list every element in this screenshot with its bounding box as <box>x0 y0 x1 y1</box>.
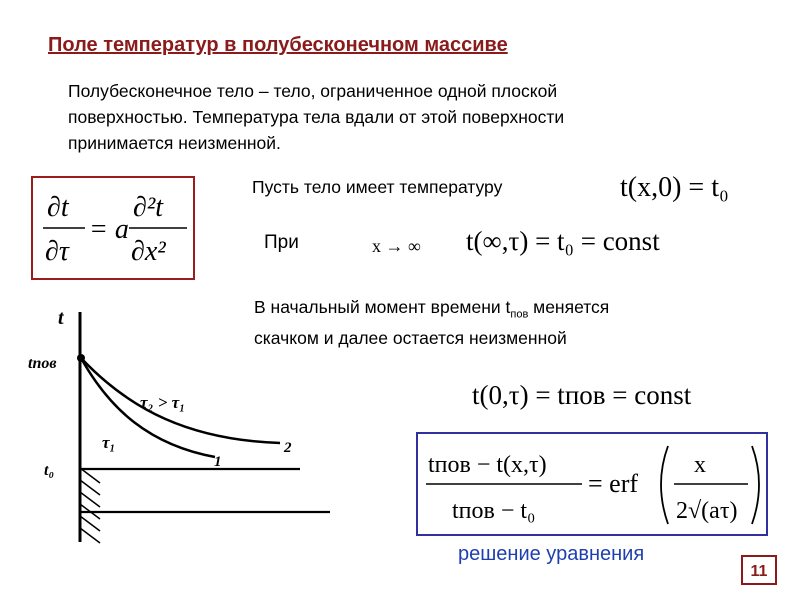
solution-box <box>416 432 768 536</box>
temperature-diagram <box>0 290 340 550</box>
far-boundary-formula: t(∞,τ) = t₀ = const <box>466 226 660 256</box>
moment-text-line-2: скачком и далее остается неизменной <box>254 328 567 348</box>
heat-eq-num-right: ∂²t <box>133 192 164 223</box>
axis-t-label: t <box>58 307 64 329</box>
label-tpov: tпов <box>28 355 57 372</box>
solution-caption: решение уравнения <box>458 543 645 565</box>
intro-paragraph <box>68 78 788 156</box>
moment-text-pre: В начальный момент времени t <box>254 297 511 317</box>
solution-arg-num: x <box>694 452 706 478</box>
moment-text-sub: пов <box>510 308 529 321</box>
intro-line-2: поверхностью. Температура тела вдали от этой поверхности <box>68 107 565 127</box>
heat-equation-box <box>31 176 195 280</box>
intro-line-1: Полубесконечное тело – тело, ограниченное одной плоской <box>68 81 558 101</box>
intro-line-3: принимается неизменной. <box>68 133 281 153</box>
far-boundary-label: При <box>264 232 299 253</box>
curve-1-label: 1 <box>214 454 222 470</box>
moment-text-post: меняется <box>528 297 610 317</box>
solution-formula <box>418 434 766 534</box>
page-title: Поле температур в полубесконечном массиве <box>48 34 508 56</box>
heat-eq-equals: = a <box>89 214 129 245</box>
heat-eq-num-left: ∂t <box>47 192 69 223</box>
solution-erf: = erf <box>588 469 639 498</box>
curve-2-label: 2 <box>284 440 292 456</box>
label-tau-relation: τ₂ > τ₁ <box>140 393 186 412</box>
initial-condition-label: Пусть тело имеет температуру <box>252 177 503 197</box>
solution-denominator: tпов − t₀ <box>452 498 536 524</box>
wall-hatching <box>80 468 100 543</box>
surface-condition-formula: t(0,τ) = tпов = const <box>472 380 692 410</box>
heat-equation <box>33 178 193 278</box>
solution-numerator: tпов − t(x,τ) <box>428 452 547 478</box>
label-tau1: τ₁ <box>102 433 116 452</box>
heat-eq-den-right: ∂x² <box>131 236 166 267</box>
page-number: 11 <box>741 555 777 585</box>
far-boundary-limit: x → ∞ <box>372 236 421 256</box>
initial-condition-formula: t(x,0) = t₀ <box>620 172 729 203</box>
heat-eq-den-left: ∂τ <box>45 236 69 267</box>
label-t0: t₀ <box>44 462 55 479</box>
solution-arg-den: 2√(aτ) <box>676 498 738 524</box>
